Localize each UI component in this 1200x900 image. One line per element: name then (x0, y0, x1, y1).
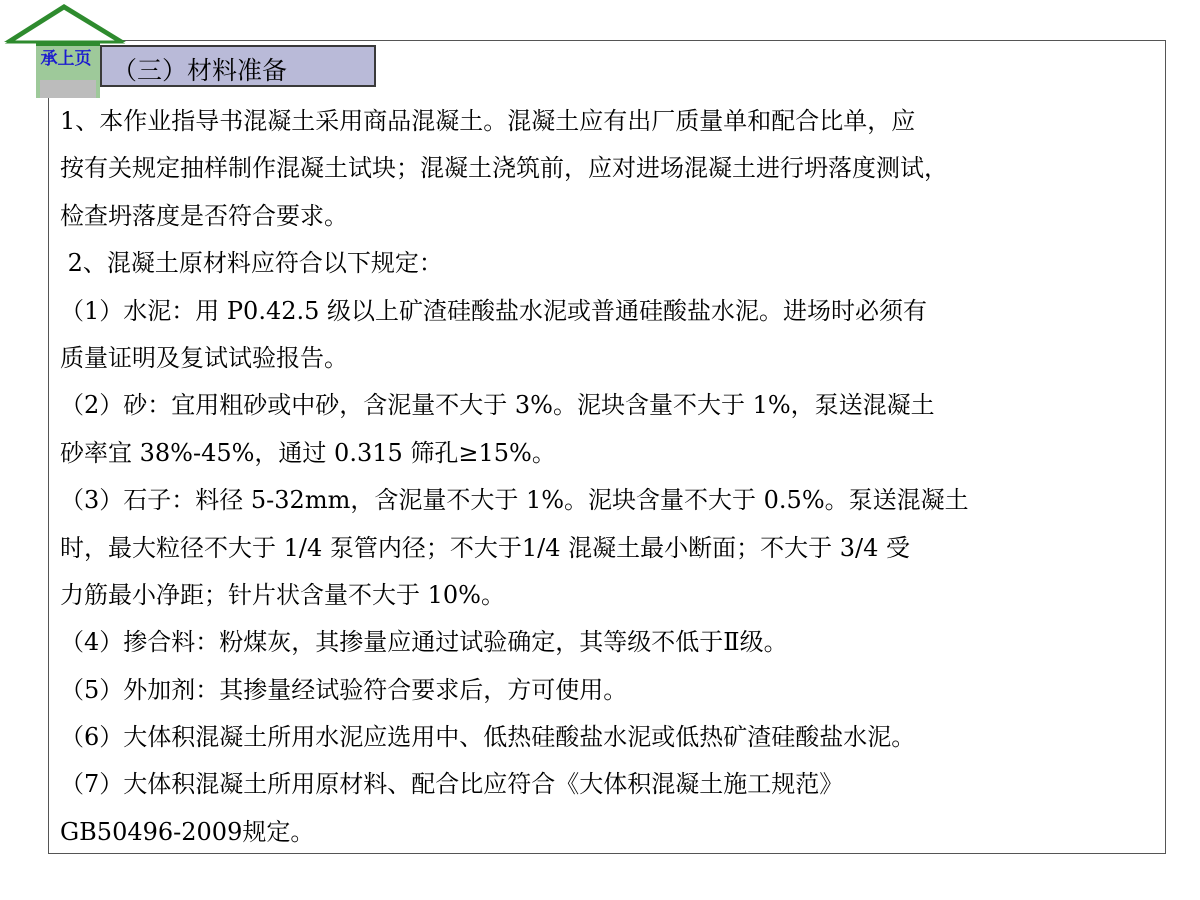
text-line: （7）大体积混凝土所用原材料、配合比应符合《大体积混凝土施工规范》 (60, 770, 844, 799)
text-line: 1、本作业指导书混凝土采用商品混凝土。混凝土应有出厂质量单和配合比单，应 (60, 107, 916, 135)
text-line: 质量证明及复试试验报告。 (60, 343, 348, 372)
text-line: 按有关规定抽样制作混凝土试块；混凝土浇筑前，应对进场混凝土进行坍落度测试， (60, 154, 948, 183)
text-line: （4）掺合料：粉煤灰，其掺量应通过试验确定，其等级不低于Ⅱ级。 (60, 628, 788, 657)
text-line: 检查坍落度是否符合要求。 (60, 201, 348, 230)
text-line: 时，最大粒径不大于 1/4 泵管内径；不大于1/4 混凝土最小断面；不大于 3/4 受 (60, 533, 911, 562)
text-line: （5）外加剂：其掺量经试验符合要求后，方可使用。 (60, 675, 628, 704)
text-line: （3）石子：料径 5-32mm，含泥量不大于 1%。泥块含量不大于 0.5%。泵送混凝土 (60, 486, 969, 515)
text-line: （1）水泥：用 P0.42.5 级以上矿渣硅酸盐水泥或普通硅酸盐水泥。进场时必须有 (60, 296, 928, 325)
section-title: （三）材料准备 (112, 56, 288, 85)
text-line: （6）大体积混凝土所用水泥应选用中、低热硅酸盐水泥或低热矿渣硅酸盐水泥。 (60, 723, 916, 752)
text-line: 砂率宜 38%-45%，通过 0.315 筛孔≥15%。 (60, 438, 556, 467)
text-line: 力筋最小净距；针片状含量不大于 10%。 (60, 580, 505, 609)
text-line: 2、混凝土原材料应符合以下规定： (60, 249, 443, 278)
content-body (60, 98, 1156, 856)
text-line: GB50496-2009规定。 (60, 817, 315, 846)
text-line: （2）砂：宜用粗砂或中砂，含泥量不大于 3%。泥块含量不大于 1%，泵送混凝土 (60, 391, 935, 420)
previous-page-label: 承上页 (40, 49, 92, 69)
